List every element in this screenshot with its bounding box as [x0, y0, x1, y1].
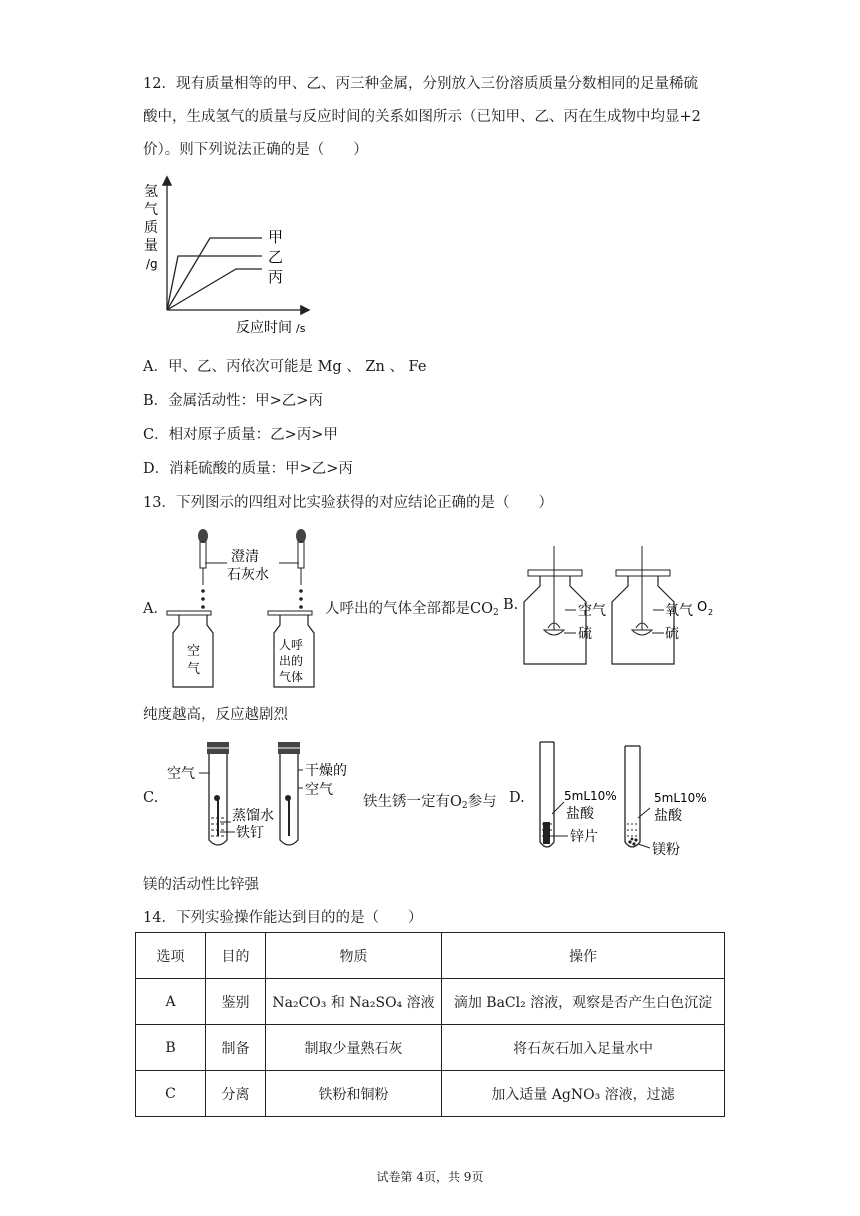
d-acid2-conc: 5mL10%: [654, 791, 707, 805]
d-zinc: 锌片: [570, 829, 598, 845]
q12-stem-line3: 价）。则下列说法正确的是（ ）: [143, 142, 368, 158]
row-a-purpose: 鉴别: [206, 979, 266, 1025]
y-label-char-1: 氢: [144, 184, 158, 200]
a-bottle1-char2: 气: [187, 662, 201, 677]
q13-d-diagram: [530, 738, 730, 858]
q13-c-label: C.: [143, 790, 159, 806]
tube-d-mg: [625, 746, 707, 858]
q13-b-conclusion: 纯度越高，反应越剧烈: [143, 707, 288, 723]
row-b-option: B: [136, 1025, 206, 1071]
bottle-exhaled: [268, 611, 314, 687]
series-label-jia: 甲: [268, 228, 284, 246]
table-row: [136, 979, 725, 1025]
q13-d-label: D.: [509, 790, 525, 806]
row-c-substance: 铁粉和铜粉: [266, 1071, 442, 1117]
q13-c-conclusion: 铁生锈一定有$O_2$参与: [363, 794, 497, 811]
b-solid1: 硫: [578, 626, 592, 642]
tube-c-water: [167, 742, 274, 845]
q12-option-c: C．相对原子质量：乙>丙>甲: [143, 427, 338, 443]
dropper-left: [198, 529, 208, 609]
dropper-right: [296, 529, 306, 609]
y-label-char-2: 气: [144, 202, 158, 218]
b-gas1: 空气: [578, 603, 606, 619]
header-operation: 操作: [442, 933, 725, 979]
c-air: 空气: [167, 766, 195, 782]
series-bing: [167, 269, 262, 310]
y-label-unit: /g: [146, 257, 158, 271]
d-mg: 镁粉: [652, 842, 680, 858]
tube-c-dry: [278, 742, 347, 845]
series-label-bing: 丙: [268, 268, 284, 286]
bottle-air: [167, 611, 213, 687]
a-bottle2-line1: 人呼: [279, 638, 304, 652]
q12-option-a: A．甲、乙、丙依次可能是 Mg 、 Zn 、 Fe: [143, 359, 427, 375]
row-a-option: A: [136, 979, 206, 1025]
q12-stem-line2: 酸中，生成氢气的质量与反应时间的关系如图所示（已知甲、乙、丙在生成物中均显+2: [143, 109, 701, 125]
q12-option-b: B．金属活动性：甲>乙>丙: [143, 393, 323, 409]
q13-b-diagram: [520, 540, 720, 670]
b-gas2-sub: 2: [708, 608, 714, 617]
header-purpose: 目的: [206, 933, 266, 979]
q13-a-conclusion: 人呼出的气体全部都是$CO_2$: [325, 601, 499, 618]
header-substance: 物质: [266, 933, 442, 979]
bottle-b-air: [524, 546, 606, 664]
b-gas2: 氧气: [665, 603, 693, 619]
q13-c-diagram: [165, 740, 365, 855]
a-bottle2-line2: 出的: [279, 654, 304, 668]
q13-a-label: A．: [143, 601, 168, 617]
row-b-operation: 将石灰石加入足量水中: [442, 1025, 725, 1071]
q14-stem: 14．下列实验操作能达到目的的是（ ）: [143, 910, 423, 926]
y-label-char-4: 量: [144, 238, 158, 254]
y-label-char-3: 质: [144, 220, 158, 236]
a-reagent-line1: 澄清: [231, 549, 259, 565]
q12-stem-line1: 12．现有质量相等的甲、乙、丙三种金属，分别放入三份溶质质量分数相同的足量稀硫: [143, 76, 698, 92]
a-reagent-line2: 石灰水: [227, 567, 269, 583]
b-gas2-formula: O: [697, 600, 708, 615]
q13-b-label: B.: [503, 597, 519, 613]
c-nail: 铁钉: [236, 825, 264, 841]
a-bottle1-char1: 空: [187, 644, 201, 659]
table-row: [136, 1025, 725, 1071]
q14-table: [135, 932, 725, 1117]
row-a-substance: Na₂CO₃ 和 Na₂SO₄ 溶液: [266, 979, 442, 1025]
d-acid1-name: 盐酸: [566, 806, 594, 822]
c-dry-line1: 干燥的: [305, 763, 347, 779]
row-b-substance: 制取少量熟石灰: [266, 1025, 442, 1071]
q13-d-conclusion: 镁的活动性比锌强: [143, 877, 259, 893]
row-b-purpose: 制备: [206, 1025, 266, 1071]
b-solid2: 硫: [665, 626, 679, 642]
series-jia: [167, 238, 262, 310]
c-dry-line2: 空气: [305, 782, 333, 798]
row-c-operation: 加入适量 AgNO₃ 溶液，过滤: [442, 1071, 725, 1117]
a-bottle2-line3: 气体: [279, 670, 304, 684]
row-c-purpose: 分离: [206, 1071, 266, 1117]
q13-a-diagram: [165, 525, 325, 695]
d-acid1-conc: 5mL10%: [564, 789, 617, 803]
page-footer: 试卷第 4页，共 9页: [376, 1170, 484, 1184]
table-header-row: [136, 933, 725, 979]
q13-stem: 13．下列图示的四组对比实验获得的对应结论正确的是（ ）: [143, 495, 553, 511]
bottle-b-oxygen: [612, 546, 713, 664]
c-water: 蒸馏水: [232, 808, 274, 824]
series-label-yi: 乙: [268, 248, 284, 266]
d-acid2-name: 盐酸: [654, 808, 682, 824]
tube-d-zinc: [540, 742, 617, 847]
row-a-operation: 滴加 BaCl₂ 溶液，观察是否产生白色沉淀: [442, 979, 725, 1025]
row-c-option: C: [136, 1071, 206, 1117]
header-option: 选项: [136, 933, 206, 979]
q12-hydrogen-graph: [140, 172, 330, 337]
x-label-unit: /s: [296, 322, 306, 335]
x-label: 反应时间: [236, 320, 292, 336]
table-row: [136, 1071, 725, 1117]
q12-option-d: D．消耗硫酸的质量：甲>乙>丙: [143, 461, 353, 477]
